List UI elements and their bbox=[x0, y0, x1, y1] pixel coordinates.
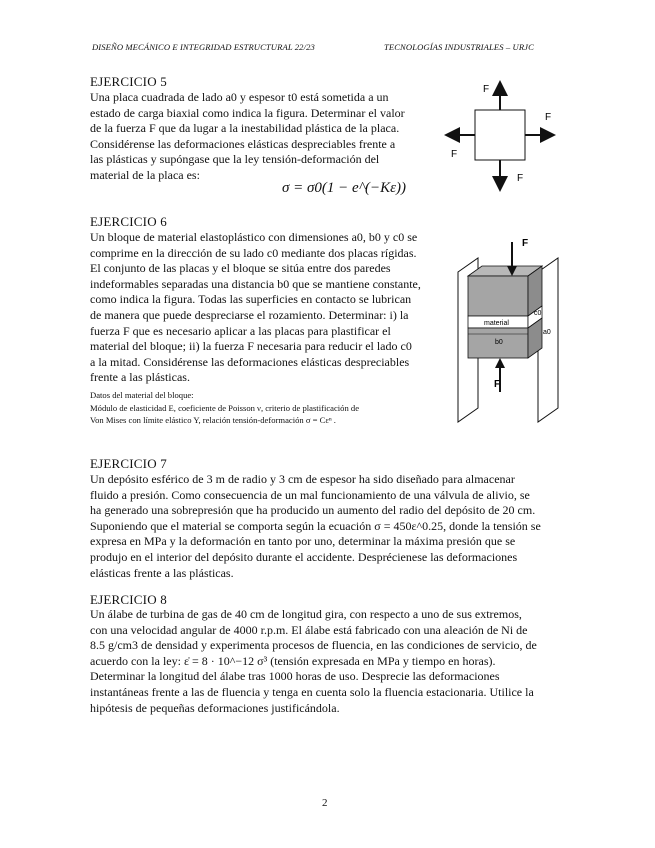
top-plate bbox=[468, 276, 528, 316]
exercise-7-line: expresa en MPa y la deformación en tanto por uno, determinar la máxima presión que se bbox=[90, 534, 516, 549]
exercise-5-line: Considérense las deformaciones elásticas despreciables frente a bbox=[90, 136, 396, 151]
exercise-7-line: ha generado una sobrepresión que ha producido un aumento del radio del depósito de 20 cm. bbox=[90, 503, 536, 518]
exercise-7-statement bbox=[90, 472, 565, 581]
force-label-left: F bbox=[451, 149, 458, 160]
exercise-7-title: EJERCICIO 7 bbox=[90, 456, 167, 471]
exercise-8-line: Un álabe de turbina de gas de 40 cm de longitud gira, con respecto a uno de sus extremos, bbox=[90, 607, 522, 621]
exercise-5-line: material de la placa es: bbox=[90, 167, 200, 182]
exercise-6-line: fuerza F que es necesario aplicar a las placas para plastificar el bbox=[90, 323, 391, 338]
exercise-5-title: EJERCICIO 5 bbox=[90, 74, 167, 89]
force-label-top: F bbox=[483, 84, 490, 95]
exercise-5-statement bbox=[90, 90, 427, 184]
exercise-8-line: hipótesis de pequeñas deformaciones justificándola. bbox=[90, 700, 340, 715]
exercise-6-line: como indica la figura. Todas las superficies en contacto se lubrican bbox=[90, 292, 412, 307]
exercise-6-line: comprime en la dirección de su lado c0 mediante dos placas rígidas. bbox=[90, 245, 417, 260]
exercise-7-line: elásticas frente a las plásticas. bbox=[90, 565, 234, 580]
material-data-line: Von Mises con límite elástico Y, relación tensión-deformación σ = Cεⁿ . bbox=[90, 415, 336, 426]
exercise-7-line: fluido a presión. Como consecuencia de un mal funcionamiento de una válvula de alivio, se bbox=[90, 487, 530, 502]
header-institution: TECNOLOGÍAS INDUSTRIALES – URJC bbox=[384, 42, 534, 52]
exercise-5-line: de la fuerza F que da lugar a la inestabilidad plástica de la placa. bbox=[90, 121, 400, 136]
page-number: 2 bbox=[322, 797, 328, 809]
exercise-6-line: a la mitad. Considérense las deformaciones elásticas despreciables bbox=[90, 354, 410, 369]
force-label-top: F bbox=[522, 238, 529, 249]
exercise-6-title: EJERCICIO 6 bbox=[90, 214, 167, 229]
exercise-6-line: frente a las plásticas. bbox=[90, 370, 190, 385]
exercise-6-line: de manera que puede despreciarse el rozamiento. Determinar: i) la bbox=[90, 307, 409, 322]
exercise-8-line: acuerdo con la ley: ε̇ = 8 · 10^−12 σ³ (tensión expresada en MPa y tiempo en horas). bbox=[90, 653, 496, 668]
exercise-8-line: Determinar la longitud del álabe tras 1000 horas de uso. Desprecie las deformaciones bbox=[90, 669, 500, 684]
square-plate bbox=[475, 110, 525, 160]
exercise-5-line: estado de carga biaxial como indica la figura. Determinar el valor bbox=[90, 105, 405, 120]
exercise-6-line: material del bloque; ii) la fuerza F necesaria para reducir el lado c0 bbox=[90, 339, 412, 354]
force-label-right: F bbox=[545, 112, 552, 123]
b0-label: b0 bbox=[495, 339, 503, 346]
exercise-5-line: las plásticas y supóngase que la ley tensión-deformación del bbox=[90, 152, 380, 167]
a0-label: a0 bbox=[543, 329, 551, 336]
exercise-8-line: instantáneas frente a las de fluencia y tenga en cuenta solo la fluencia estacionaria. Utilice la bbox=[90, 684, 534, 699]
force-label-bottom: F bbox=[517, 173, 524, 184]
exercise-6-line: indeformables separadas una distancia b0 que se mantiene constante, bbox=[90, 276, 421, 291]
exercise-6-material-data bbox=[90, 389, 440, 427]
force-arrowhead-bottom bbox=[495, 358, 505, 368]
exercise-8-line: 8.5 g/cm3 de densidad y experimenta procesos de fluencia, en las condiciones de servicio, de bbox=[90, 638, 537, 653]
block-compression-figure bbox=[450, 232, 570, 432]
exercise-7-line: Un depósito esférico de 3 m de radio y 3 cm de espesor ha sido diseñado para almacenar bbox=[90, 472, 515, 486]
material-data-heading: Datos del material del bloque: bbox=[90, 390, 194, 400]
exercise-8-line: con una velocidad angular de 4000 r.p.m. El álabe está fabricado con una aleación de Ni de bbox=[90, 622, 528, 637]
header-course-title: DISEÑO MECÁNICO E INTEGRIDAD ESTRUCTURAL 22/23 bbox=[92, 42, 315, 52]
material-label: material bbox=[484, 320, 509, 327]
force-label-bottom: F bbox=[494, 379, 501, 390]
exercise-5-equation: σ = σ0(1 − e^(−Kε)) bbox=[282, 180, 407, 196]
material-data-line: Módulo de elasticidad E, coeficiente de Poisson ν, criterio de plastificación de bbox=[90, 402, 360, 413]
exercise-8-title: EJERCICIO 8 bbox=[90, 592, 167, 607]
exercise-5-line: Una placa cuadrada de lado a0 y espesor t0 está sometida a un bbox=[90, 90, 389, 104]
exercise-6-line: El conjunto de las placas y el bloque se sitúa entre dos paredes bbox=[90, 261, 391, 276]
exercise-6-statement bbox=[90, 230, 438, 386]
exercise-6-line: Un bloque de material elastoplástico con dimensiones a0, b0 y c0 se bbox=[90, 230, 418, 244]
exercise-7-line: Suponiendo que el material se comporta según la ecuación σ = 450ε^0.25, donde la tensión se bbox=[90, 518, 541, 533]
plate-biaxial-figure bbox=[440, 78, 570, 198]
exercise-7-line: produjo en el interior del depósito durante el accidente. Desprécienese las deformaciones bbox=[90, 549, 518, 564]
c0-label: c0 bbox=[534, 310, 542, 317]
exercise-8-statement bbox=[90, 607, 565, 716]
